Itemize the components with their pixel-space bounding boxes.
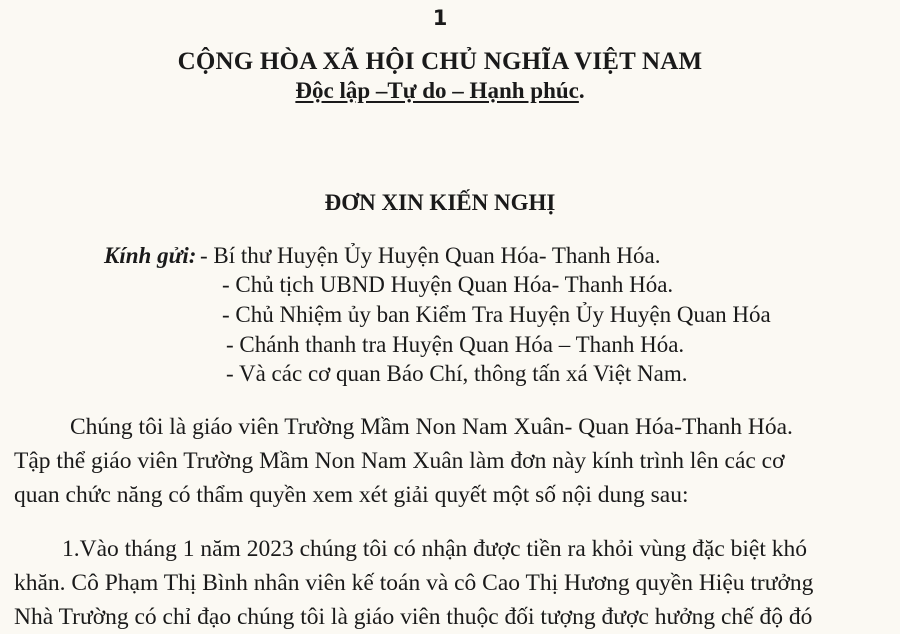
paragraph-line: 1.Vào tháng 1 năm 2023 chúng tôi có nhận được tiền ra khỏi vùng đặc biệt khó xyxy=(62,536,808,562)
recipient-item: - Chủ Nhiệm ủy ban Kiểm Tra Huyện Ủy Huyện Quan Hóa xyxy=(222,302,771,327)
recipients-label: Kính gửi: xyxy=(104,243,197,268)
recipient-item: - Bí thư Huyện Ủy Huyện Quan Hóa- Thanh Hóa. xyxy=(200,243,661,268)
national-motto xyxy=(0,78,880,104)
motto-text: Độc lập –Tự do – Hạnh phúc xyxy=(295,78,579,103)
paragraph-line: quan chức năng có thẩm quyền xem xét giải quyết một số nội dung sau: xyxy=(14,482,689,508)
paragraph-line: Chúng tôi là giáo viên Trường Mầm Non Nam Xuân- Quan Hóa-Thanh Hóa. xyxy=(70,414,793,440)
page-number: 1 xyxy=(432,6,448,30)
recipient-item: - Và các cơ quan Báo Chí, thông tấn xá Việt Nam. xyxy=(226,361,688,386)
paragraph-line: Nhà Trường có chỉ đạo chúng tôi là giáo viên thuộc đối tượng được hưởng chế độ đó xyxy=(14,604,813,630)
document-title: ĐƠN XIN KIẾN NGHỊ xyxy=(324,190,556,215)
motto-period: . xyxy=(578,78,585,103)
recipient-item: - Chánh thanh tra Huyện Quan Hóa – Thanh Hóa. xyxy=(226,332,685,357)
recipient-item: - Chủ tịch UBND Huyện Quan Hóa- Thanh Hóa. xyxy=(222,272,674,297)
paragraph-line: Tập thể giáo viên Trường Mầm Non Nam Xuân làm đơn này kính trình lên các cơ xyxy=(14,448,785,474)
paragraph-line: khăn. Cô Phạm Thị Bình nhân viên kế toán và cô Cao Thị Hương quyền Hiệu trưởng xyxy=(14,570,814,596)
national-title: CỘNG HÒA XÃ HỘI CHỦ NGHĨA VIỆT NAM xyxy=(177,48,703,75)
